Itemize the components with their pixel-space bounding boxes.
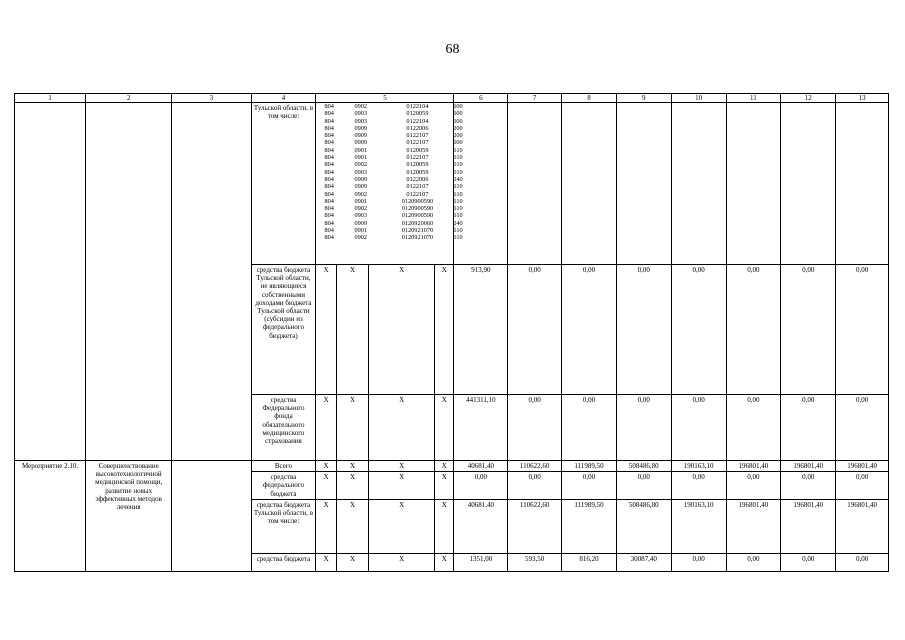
value-cell: 1351,00: [454, 553, 508, 571]
x-mark: X: [369, 553, 435, 571]
code-admin: 804: [324, 197, 334, 205]
value-cell: 0,00: [726, 265, 781, 395]
header-cell: 1: [15, 94, 86, 103]
code-type: 240: [453, 175, 463, 183]
code-admin: 804: [324, 146, 334, 154]
code-admin: 804: [324, 183, 334, 191]
value-cell: 196801,40: [781, 499, 836, 553]
header-cell: 4: [251, 94, 316, 103]
value-cell: 0,00: [671, 265, 726, 395]
cell-empty: [562, 103, 617, 265]
code-section: 0902: [354, 205, 368, 213]
code-target: 0120921070: [401, 234, 434, 242]
value-cell: 0,00: [781, 553, 836, 571]
value-cell: 816,20: [562, 553, 617, 571]
code-target: 0120059: [406, 146, 429, 154]
x-mark: X: [369, 472, 435, 500]
code-admin: 804: [324, 175, 334, 183]
code-section: 0903: [354, 117, 368, 125]
value-cell: 196801,40: [836, 461, 889, 472]
code-type: 610: [453, 234, 463, 242]
code-type: 200: [453, 124, 463, 132]
code-admin: 804: [324, 219, 334, 227]
x-mark: X: [435, 553, 454, 571]
funding-source-label: средства бюджета: [251, 553, 316, 571]
budget-code-row: [324, 110, 467, 117]
budget-code-row: [324, 183, 467, 190]
x-mark: X: [336, 499, 368, 553]
code-target: 0122006: [406, 124, 429, 132]
code-target: 0120920060: [401, 219, 434, 227]
budget-code-row: [324, 227, 467, 234]
code-type: 610: [453, 205, 463, 213]
value-cell: 913,90: [454, 265, 508, 395]
code-section: 0902: [354, 234, 368, 242]
code-section: 0909: [354, 132, 368, 140]
code-target: 0122107: [406, 132, 429, 140]
code-type: 600: [453, 117, 463, 125]
header-cell: 11: [726, 94, 781, 103]
cell-empty: [508, 103, 562, 265]
code-admin: 804: [324, 234, 334, 242]
value-cell: 40681,40: [454, 499, 508, 553]
table-row: [15, 461, 889, 472]
value-cell: 0,00: [836, 472, 889, 500]
budget-codes-list: [324, 103, 467, 242]
code-section: 0909: [354, 139, 368, 147]
x-mark: X: [336, 553, 368, 571]
funding-source-label: средства бюджета Тульской области, в том числе:: [251, 499, 316, 553]
code-section: 0903: [354, 110, 368, 118]
x-mark: X: [435, 472, 454, 500]
value-cell: 0,00: [671, 472, 726, 500]
x-mark: X: [435, 499, 454, 553]
measure-title: Совершенствование высокотехнологичной медицинской помощи, развитие новых эффективных методов лечения: [86, 461, 172, 572]
funding-source-label: средства Федерального фонда обязательного медицинского страхования: [251, 395, 316, 461]
value-cell: 0,00: [781, 265, 836, 395]
budget-code-row: [324, 205, 467, 212]
code-target: 0120900590: [401, 212, 434, 220]
code-type: 200: [453, 132, 463, 140]
code-admin: 804: [324, 212, 334, 220]
x-mark: X: [316, 553, 336, 571]
budget-table: [14, 93, 889, 572]
code-target: 0120059: [406, 161, 429, 169]
code-admin: 804: [324, 103, 334, 110]
value-cell: 508486,80: [616, 461, 671, 472]
value-cell: 0,00: [781, 395, 836, 461]
code-target: 0122107: [406, 154, 429, 162]
header-cell: 2: [86, 94, 172, 103]
code-admin: 804: [324, 117, 334, 125]
code-admin: 804: [324, 227, 334, 235]
budget-code-row: [324, 212, 467, 219]
code-section: 0909: [354, 124, 368, 132]
code-section: 0902: [354, 103, 368, 110]
value-cell: 190163,10: [671, 461, 726, 472]
value-cell: 111989,50: [562, 499, 617, 553]
budget-code-row: [324, 139, 467, 146]
code-admin: 804: [324, 190, 334, 198]
code-admin: 804: [324, 154, 334, 162]
value-cell: 0,00: [671, 553, 726, 571]
x-mark: X: [336, 461, 368, 472]
budget-code-row: [324, 103, 467, 110]
header-cell: 8: [562, 94, 617, 103]
budget-code-row: [324, 169, 467, 176]
code-type: 610: [453, 168, 463, 176]
cell-empty: [836, 103, 889, 265]
budget-code-row: [324, 234, 467, 241]
budget-code-row: [324, 198, 467, 205]
header-cell: 7: [508, 94, 562, 103]
x-mark: X: [435, 265, 454, 395]
value-cell: 0,00: [454, 472, 508, 500]
header-cell: 5: [316, 94, 454, 103]
table-row: [15, 103, 889, 265]
value-cell: 40681,40: [454, 461, 508, 472]
budget-code-row: [324, 132, 467, 139]
cell-empty: [781, 103, 836, 265]
value-cell: 0,00: [616, 265, 671, 395]
value-cell: 0,00: [508, 395, 562, 461]
header-cell: 12: [781, 94, 836, 103]
x-mark: X: [316, 472, 336, 500]
code-target: 0122006: [406, 175, 429, 183]
budget-code-row: [324, 220, 467, 227]
x-mark: X: [336, 395, 368, 461]
value-cell: 0,00: [726, 472, 781, 500]
value-cell: 593,50: [508, 553, 562, 571]
code-type: 610: [453, 146, 463, 154]
value-cell: 441311,10: [454, 395, 508, 461]
value-cell: 190163,10: [671, 499, 726, 553]
x-mark: X: [435, 461, 454, 472]
code-target: 0122107: [406, 190, 429, 198]
value-cell: 0,00: [671, 395, 726, 461]
code-admin: 804: [324, 168, 334, 176]
budget-code-row: [324, 118, 467, 125]
budget-codes-cell: [316, 103, 463, 265]
code-type: 610: [453, 197, 463, 205]
x-mark: X: [316, 395, 336, 461]
code-admin: 804: [324, 132, 334, 140]
code-admin: 804: [324, 205, 334, 213]
code-section: 0909: [354, 219, 368, 227]
value-cell: 0,00: [836, 265, 889, 395]
x-mark: X: [316, 499, 336, 553]
x-mark: X: [336, 472, 368, 500]
cell-empty: [86, 103, 172, 461]
header-row: [15, 94, 889, 103]
code-section: 0909: [354, 183, 368, 191]
value-cell: 0,00: [836, 395, 889, 461]
value-cell: 30087,40: [616, 553, 671, 571]
budget-code-row: [324, 176, 467, 183]
header-cell: 3: [172, 94, 251, 103]
value-cell: 196801,40: [726, 461, 781, 472]
value-cell: 0,00: [508, 265, 562, 395]
code-type: 600: [453, 110, 463, 118]
code-type: 600: [453, 103, 463, 110]
value-cell: 196801,40: [781, 461, 836, 472]
value-cell: 0,00: [508, 472, 562, 500]
funding-source-label: средства федерального бюджета: [251, 472, 316, 500]
code-target: 0120059: [406, 110, 429, 118]
budget-code-row: [324, 125, 467, 132]
code-target: 0122107: [406, 183, 429, 191]
header-cell: 10: [671, 94, 726, 103]
value-cell: 110622,60: [508, 461, 562, 472]
code-section: 0901: [354, 146, 368, 154]
value-cell: 0,00: [781, 472, 836, 500]
x-mark: X: [435, 395, 454, 461]
code-type: 610: [453, 154, 463, 162]
budget-code-row: [324, 191, 467, 198]
code-section: 0903: [354, 212, 368, 220]
cell-empty: [172, 103, 251, 461]
budget-code-row: [324, 147, 467, 154]
value-cell: 196801,40: [726, 499, 781, 553]
code-admin: 804: [324, 124, 334, 132]
code-section: 0909: [354, 175, 368, 183]
x-mark: X: [369, 499, 435, 553]
budget-code-row: [324, 154, 467, 161]
x-mark: X: [316, 461, 336, 472]
header-cell: 6: [454, 94, 508, 103]
cell-empty: [671, 103, 726, 265]
code-target: 0122104: [406, 117, 429, 125]
code-section: 0903: [354, 168, 368, 176]
cell-empty: [15, 103, 86, 461]
value-cell: 0,00: [726, 395, 781, 461]
code-admin: 804: [324, 139, 334, 147]
code-section: 0901: [354, 227, 368, 235]
value-cell: 0,00: [616, 395, 671, 461]
code-target: 0120059: [406, 168, 429, 176]
code-target: 0120900590: [401, 205, 434, 213]
code-admin: 804: [324, 110, 334, 118]
measure-number: Мероприятие 2.10.: [15, 461, 86, 572]
value-cell: 110622,60: [508, 499, 562, 553]
funding-source-label: средства бюджета Тульской области, не являющиеся собственными доходами бюджета Тульской области (субсидии из федерального бюджета): [251, 265, 316, 395]
code-type: 610: [453, 212, 463, 220]
code-target: 0122107: [406, 139, 429, 147]
code-type: 240: [453, 219, 463, 227]
value-cell: 0,00: [562, 395, 617, 461]
code-type: 610: [453, 161, 463, 169]
code-type: 610: [453, 190, 463, 198]
cell-empty: [726, 103, 781, 265]
x-mark: X: [316, 265, 336, 395]
cell-empty: [616, 103, 671, 265]
funding-source-label: Тульской области, в том числе:: [251, 103, 316, 265]
code-target: 0120900590: [401, 197, 434, 205]
header-cell: 9: [616, 94, 671, 103]
value-cell: 111989,50: [562, 461, 617, 472]
x-mark: X: [369, 461, 435, 472]
x-mark: X: [369, 395, 435, 461]
x-mark: X: [336, 265, 368, 395]
code-section: 0901: [354, 154, 368, 162]
code-section: 0901: [354, 197, 368, 205]
value-cell: 0,00: [726, 553, 781, 571]
value-cell: 0,00: [562, 472, 617, 500]
value-cell: 0,00: [836, 553, 889, 571]
value-cell: 0,00: [616, 472, 671, 500]
cell-empty: [172, 461, 251, 572]
code-type: 600: [453, 139, 463, 147]
code-type: 610: [453, 183, 463, 191]
value-cell: 0,00: [562, 265, 617, 395]
code-target: 0120921070: [401, 227, 434, 235]
code-section: 0902: [354, 161, 368, 169]
code-type: 610: [453, 227, 463, 235]
value-cell: 196801,40: [836, 499, 889, 553]
value-cell: 508486,80: [616, 499, 671, 553]
x-mark: X: [369, 265, 435, 395]
page-number: 68: [445, 42, 460, 57]
code-section: 0902: [354, 190, 368, 198]
budget-code-row: [324, 161, 467, 168]
header-cell: 13: [836, 94, 889, 103]
funding-source-label: Всего: [251, 461, 316, 472]
code-admin: 804: [324, 161, 334, 169]
code-target: 0122104: [406, 103, 429, 110]
